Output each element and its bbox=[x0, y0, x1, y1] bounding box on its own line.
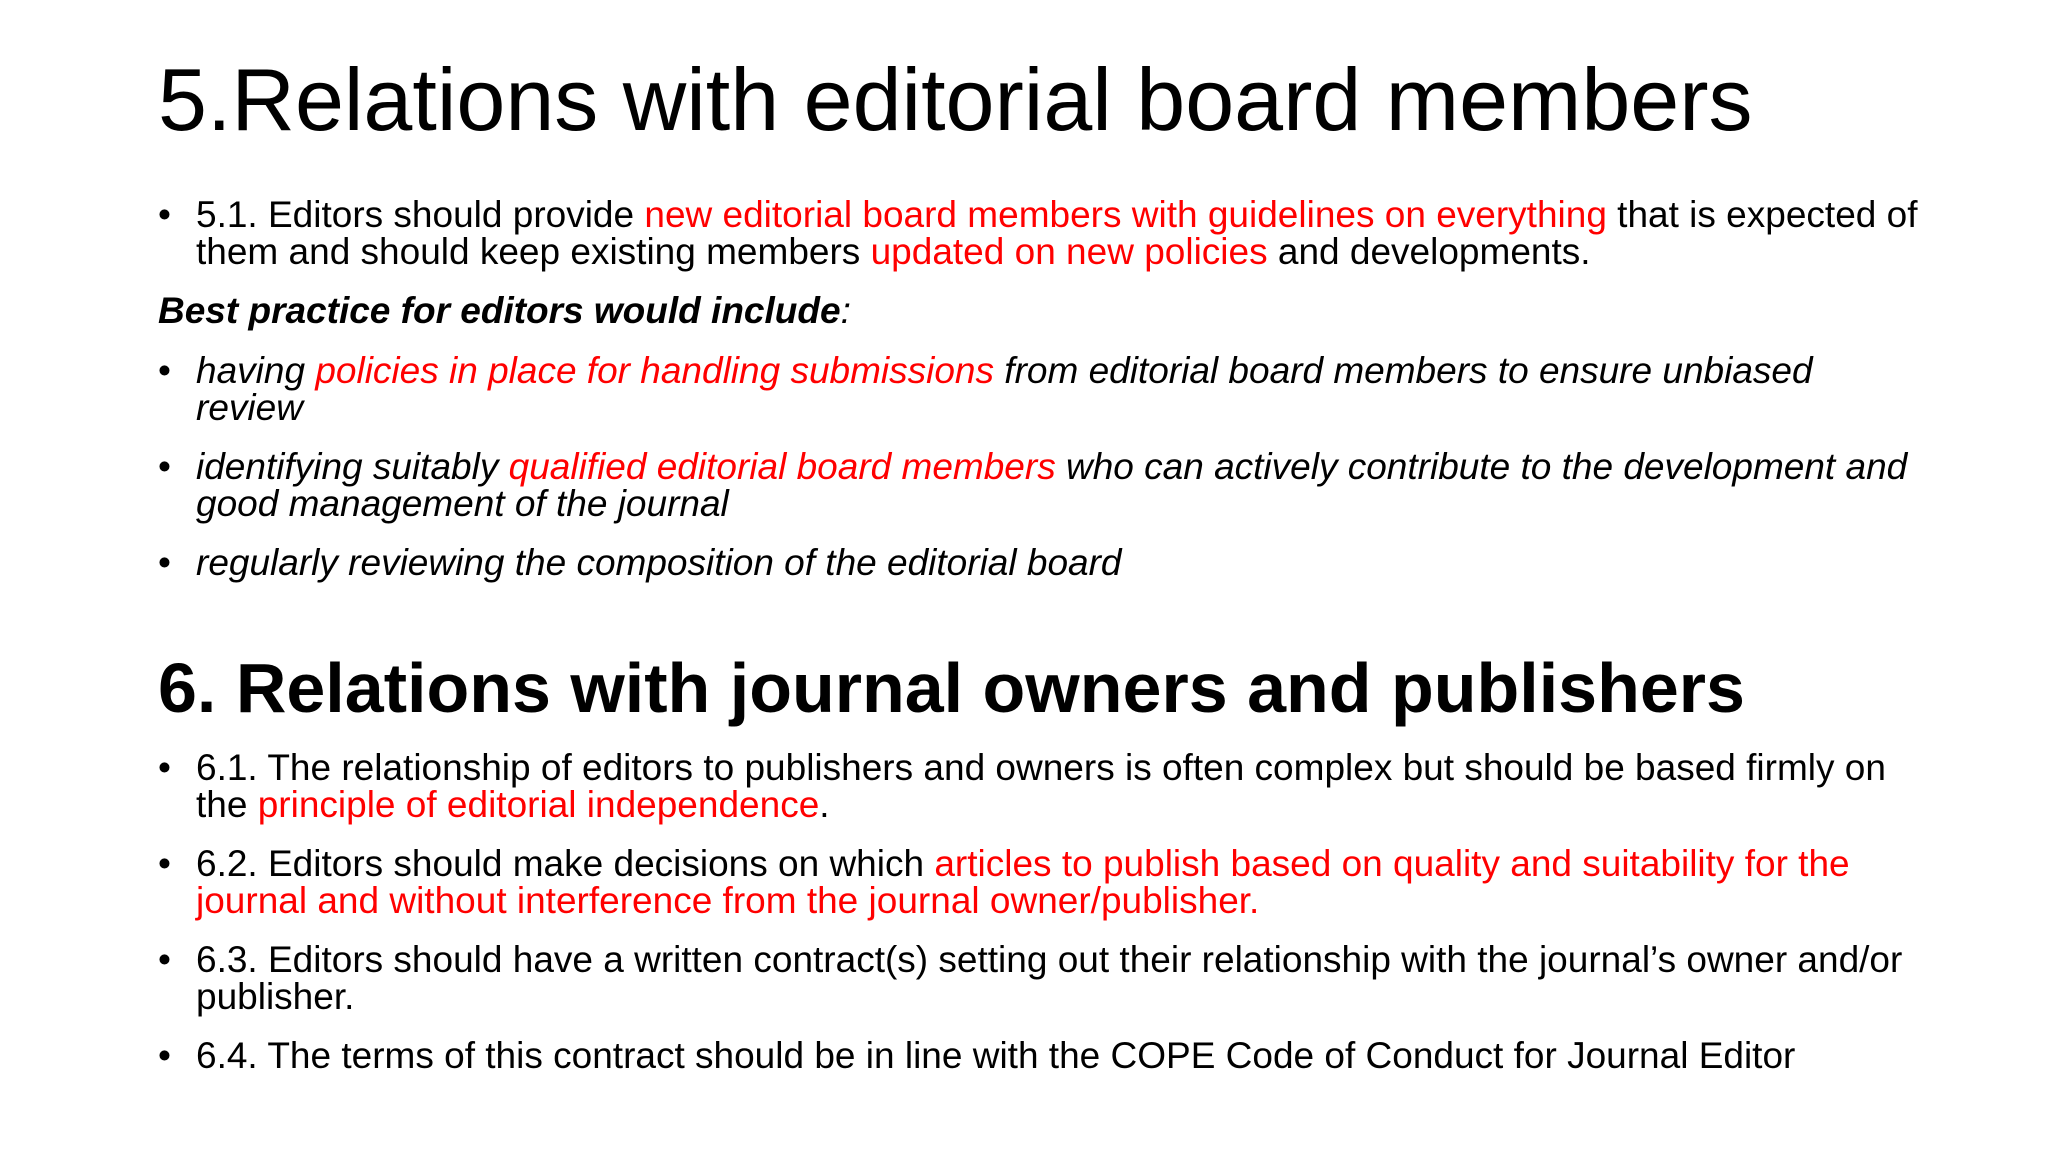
bullet-dot: • bbox=[158, 446, 171, 487]
best-practice-item-highlight: policies in place for handling submissions bbox=[315, 350, 995, 391]
bullet-dot: • bbox=[158, 194, 171, 235]
best-practice-item bbox=[158, 352, 1918, 426]
item-6-1-text-a: 6.1. The relationship of editors to publishers and owners is often complex but should be based firmly on the bbox=[196, 747, 1886, 825]
item-6-1-highlight: principle of editorial independence bbox=[257, 784, 820, 825]
item-5-1-highlight-a: new editorial board members with guidelines on everything bbox=[644, 194, 1607, 235]
bullet-item-6-4 bbox=[158, 1037, 1918, 1074]
bullet-item-6-2 bbox=[158, 845, 1918, 919]
best-practice-item bbox=[158, 544, 1918, 581]
section-6-title: 6. Relations with journal owners and publishers bbox=[158, 649, 1745, 727]
bullet-dot: • bbox=[158, 939, 171, 980]
section-6-list bbox=[158, 749, 1918, 1096]
item-6-4-text: 6.4. The terms of this contract should be in line with the COPE Code of Conduct for Journal Editor bbox=[196, 1035, 1796, 1076]
best-practice-list bbox=[158, 352, 1918, 603]
best-practice-heading bbox=[158, 292, 851, 329]
item-5-1-highlight-b: updated on new policies bbox=[870, 231, 1268, 272]
item-6-1-text-b: . bbox=[819, 784, 830, 825]
section-5-title: 5.Relations with editorial board members bbox=[158, 50, 1753, 149]
best-practice-heading-text: Best practice for editors would include bbox=[158, 290, 841, 331]
best-practice-item-text-a: regularly reviewing the composition of the editorial board bbox=[196, 542, 1122, 583]
bullet-dot: • bbox=[158, 542, 171, 583]
item-5-1-text-c: and developments. bbox=[1267, 231, 1591, 272]
best-practice-colon: : bbox=[840, 290, 851, 331]
bullet-dot: • bbox=[158, 1035, 171, 1076]
bullet-dot: • bbox=[158, 843, 171, 884]
item-5-1-text-a: 5.1. Editors should provide bbox=[196, 194, 645, 235]
item-5-1-text-b: that is expected of them and should keep existing members bbox=[196, 194, 1918, 272]
bullet-item-6-1 bbox=[158, 749, 1918, 823]
bullet-item-6-3 bbox=[158, 941, 1918, 1015]
best-practice-item-text-a: having bbox=[196, 350, 316, 391]
item-6-2-highlight: articles to publish based on quality and suitability for the journal and without interference from the journal owner/publisher. bbox=[196, 843, 1850, 921]
best-practice-item-text-a: identifying suitably bbox=[196, 446, 509, 487]
best-practice-item-text-b: who can actively contribute to the development and good management of the journal bbox=[196, 446, 1908, 524]
best-practice-item-text-b: from editorial board members to ensure unbiased review bbox=[196, 350, 1813, 428]
item-6-3-text: 6.3. Editors should have a written contract(s) setting out their relationship with the journal’s owner and/or publisher. bbox=[196, 939, 1903, 1017]
bullet-item-5-1 bbox=[158, 196, 1918, 270]
bullet-dot: • bbox=[158, 350, 171, 391]
section-5-list bbox=[158, 196, 1918, 292]
best-practice-item-highlight: qualified editorial board members bbox=[508, 446, 1056, 487]
bullet-dot: • bbox=[158, 747, 171, 788]
best-practice-item bbox=[158, 448, 1918, 522]
item-6-2-text-a: 6.2. Editors should make decisions on which bbox=[196, 843, 935, 884]
